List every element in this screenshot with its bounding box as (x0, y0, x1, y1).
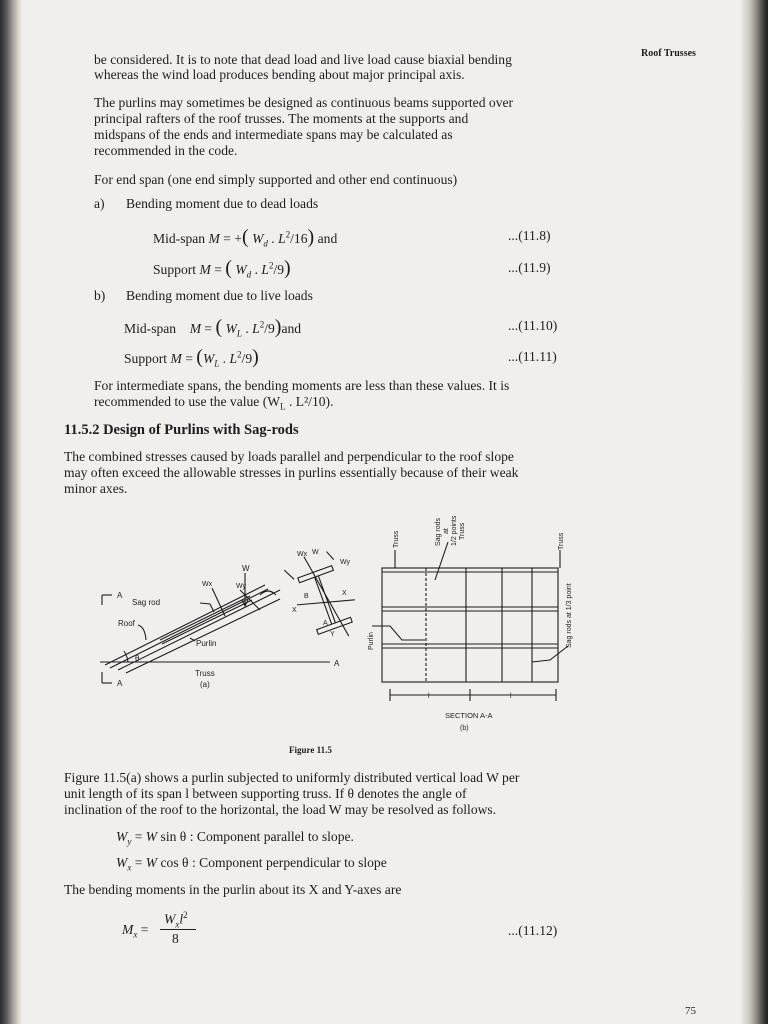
label-wx: Wx (202, 581, 213, 588)
label-purlin-b: Purlin (368, 632, 375, 650)
label-x-right: X (342, 590, 347, 597)
scan-right-edge (740, 0, 768, 1024)
label-at: at (443, 528, 450, 534)
label-a-isection: A (323, 620, 328, 627)
equation-wx: $W_x = W$ cos θ : Component perpendicular to slope (116, 855, 387, 873)
paragraph-line: The purlins may sometimes be designed as continuous beams supported over (94, 95, 514, 110)
equation-number: ...(11.9) (508, 260, 551, 275)
paragraph-line: principal rafters of the roof trusses. The moments at the supports and (94, 111, 469, 126)
equation-wy: $W_y = W$ sin θ : Component parallel to slope. (116, 829, 354, 847)
equation-11-10: Mid-span M = ( $W_L$ . $L^2/9)and$ (124, 316, 302, 339)
figure-a-purlin-diagram (100, 573, 330, 683)
label-wx-isection: Wx (297, 551, 308, 558)
equation-11-9: Support M = ( $W_d$ . $L^2/9$) (153, 257, 291, 280)
paragraph-line: recommended to use the value ($W_L$ . L²/10). (94, 394, 334, 412)
label-w-isection: W (312, 549, 319, 556)
label-truss-left: Truss (393, 530, 400, 548)
label-dim-l-right: l (510, 693, 512, 700)
scan-left-edge (0, 0, 22, 1024)
label-section-a-top: A (117, 591, 123, 600)
label-sub-b: (b) (460, 725, 469, 732)
paragraph-line: may often exceed the allowable stresses in purlins essentially because of their weak (64, 465, 519, 480)
label-roof: Roof (118, 619, 135, 628)
label-sag-third: Sag rods at 1/3 point (566, 583, 573, 648)
figure-11-5 (90, 500, 580, 740)
label-section-a-right: A (334, 659, 340, 668)
paragraph-line: inclination of the roof to the horizontal, the load W may be resolved as follows. (64, 802, 497, 817)
label-truss: Truss (195, 669, 215, 678)
label-truss-mid: Truss (459, 522, 466, 540)
list-text: Bending moment due to dead loads (126, 196, 319, 211)
paragraph-line: For end span (one end simply supported and other end continuous) (94, 172, 458, 187)
equation-number: ...(11.8) (508, 228, 551, 243)
list-text: Bending moment due to live loads (126, 288, 313, 303)
label-wy-isection: Wy (340, 559, 351, 566)
label-wy: Wy (236, 583, 247, 590)
paragraph-line: The combined stresses caused by loads parallel and perpendicular to the roof slope (64, 449, 514, 464)
label-section-a-bottom: A (117, 679, 123, 688)
label-section-a-a: SECTION A-A (445, 711, 493, 720)
figure-caption: Figure 11.5 (289, 745, 332, 755)
label-y: Y (330, 631, 335, 638)
label-sag-rod: Sag rod (132, 598, 161, 607)
label-truss-right: Truss (558, 532, 565, 550)
equation-11-11: Support $M = (W_L$ . $L^2/9$) (124, 346, 259, 369)
label-theta: θ (135, 654, 140, 663)
page-number: 75 (685, 1005, 696, 1017)
paragraph-line: midspans of the ends and intermediate spans may be calculated as (94, 127, 453, 142)
equation-11-8: Mid-span M = +( $W_d$ . $L^2/16$) and (153, 226, 338, 249)
list-label: b) (94, 288, 106, 303)
label-b: B (304, 593, 309, 600)
label-x-left: X (292, 607, 297, 614)
running-title: Roof Trusses (641, 48, 696, 59)
label-half-points: 1/2 points (451, 515, 458, 546)
label-sub-a: (a) (200, 680, 210, 689)
paragraph-line: recommended in the code. (94, 143, 238, 158)
label-dim-l-left: l (428, 693, 430, 700)
label-purlin: Purlin (196, 639, 217, 648)
paragraph-line: The bending moments in the purlin about its X and Y-axes are (64, 882, 402, 897)
label-w: W (242, 564, 250, 573)
paragraph-line: be considered. It is to note that dead load and live load cause biaxial bending (94, 52, 512, 67)
section-heading: 11.5.2 Design of Purlins with Sag-rods (64, 422, 299, 438)
paragraph-line: minor axes. (64, 481, 128, 496)
equation-number: ...(11.12) (508, 923, 558, 938)
figure-a-i-section (282, 545, 365, 649)
paragraph-line: For intermediate spans, the bending moments are less than these values. It is (94, 378, 510, 393)
label-sag-rods: Sag rods (435, 517, 442, 546)
paragraph-line: unit length of its span l between supporting truss. If θ denotes the angle of (64, 786, 467, 801)
paragraph-line: Figure 11.5(a) shows a purlin subjected to uniformly distributed vertical load W per (64, 770, 520, 785)
list-label: a) (94, 196, 105, 211)
equation-number: ...(11.10) (508, 318, 558, 333)
equation-number: ...(11.11) (508, 349, 557, 364)
paragraph-line: whereas the wind load produces bending about major principal axis. (94, 67, 465, 82)
